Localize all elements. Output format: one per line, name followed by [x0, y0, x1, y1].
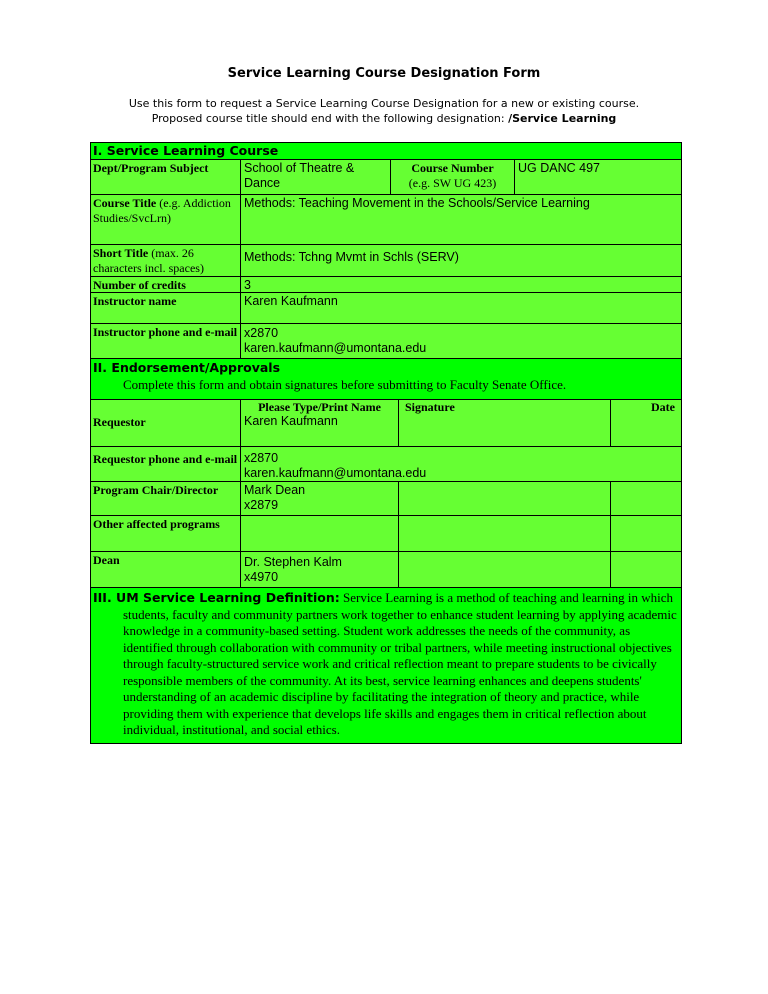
designation-form — [90, 142, 682, 744]
other-programs-signature-cell[interactable] — [399, 516, 611, 552]
dean-name: Dr. Stephen Kalm — [244, 555, 342, 569]
section-2-header — [91, 358, 681, 400]
dept-label-cell — [91, 160, 241, 195]
requestor-contact-label-cell — [91, 447, 241, 482]
chair-phone: x2879 — [244, 498, 279, 512]
chair-date-cell[interactable] — [611, 482, 681, 516]
course-title-field[interactable]: Methods: Teaching Movement in the Schools/Service Learning — [241, 195, 681, 245]
instructor-contact-label: Instructor phone and e-mail — [93, 325, 238, 339]
dean-label: Dean — [93, 553, 120, 567]
service-learning-definition — [93, 590, 677, 739]
requestor-label-cell — [91, 400, 241, 447]
dean-phone: x4970 — [244, 570, 279, 584]
chair-label-cell — [91, 482, 241, 516]
instructor-phone: x2870 — [244, 326, 279, 340]
definition-text: Service Learning is a method of teaching and learning in which students, faculty and community partners work together to enhance student learning by applying academic knowledge in a community-based setting. Student work addresses the needs of the community, as identified through collaboration with community or tribal partners, while meeting instructional objectives through faculty-structured service work and critical reflection meant to prepare students to be civically responsible members of the community. At its best, service learning enhances and deepens students' understanding of an academic discipline by facilitating the integration of theory and practice, while providing them with experience that develops life skills and engages them in critical reflection about individual, institutional, and social ethics. — [123, 590, 677, 737]
instructor-contact-label-cell — [91, 324, 241, 358]
chair-name-field[interactable] — [241, 482, 399, 516]
credits-label-cell — [91, 277, 241, 293]
instructor-contact-field[interactable] — [241, 324, 681, 358]
course-number-field[interactable]: UG DANC 497 — [515, 160, 681, 195]
other-programs-name-cell[interactable] — [241, 516, 399, 552]
dean-label-cell — [91, 552, 241, 588]
dean-date-cell[interactable] — [611, 552, 681, 588]
other-programs-label-cell — [91, 516, 241, 552]
col-signature-header: Signature — [405, 400, 455, 414]
other-programs-date-cell[interactable] — [611, 516, 681, 552]
instructor-label: Instructor name — [93, 294, 177, 308]
designation-suffix: /Service Learning — [508, 112, 617, 125]
intro-line-1: Use this form to request a Service Learning Course Designation for a new or existing course. — [128, 97, 640, 110]
course-number-example: (e.g. SW UG 423) — [408, 176, 497, 190]
section-2-heading: II. Endorsement/Approvals — [93, 360, 281, 375]
chair-name: Mark Dean — [244, 483, 306, 497]
short-title-label-cell — [91, 245, 241, 277]
short-title-field[interactable]: Methods: Tchng Mvmt in Schls (SERV) — [241, 245, 681, 277]
col-date-header: Date — [651, 400, 675, 414]
credits-field[interactable]: 3 — [241, 277, 681, 293]
dept-value-field[interactable]: School of Theatre & Dance — [241, 160, 391, 195]
requestor-name-field[interactable]: Karen Kaufmann — [244, 414, 338, 428]
instructor-name-field[interactable]: Karen Kaufmann — [241, 293, 681, 324]
intro-text — [0, 96, 768, 126]
requestor-name-cell — [241, 400, 399, 447]
requestor-label: Requestor — [93, 415, 146, 429]
form-title: Service Learning Course Designation Form — [227, 66, 541, 81]
credits-label: Number of credits — [93, 278, 186, 292]
chair-signature-cell[interactable] — [399, 482, 611, 516]
course-number-label: Course Number — [411, 161, 494, 175]
dean-name-field[interactable] — [241, 552, 399, 588]
course-title-label-cell — [91, 195, 241, 245]
other-programs-label: Other affected programs — [93, 517, 220, 531]
course-title-hint: (e.g. Addiction Studies/SvcLrn) — [93, 196, 231, 225]
requestor-contact-label: Requestor phone and e-mail — [93, 452, 238, 466]
requestor-contact-field[interactable] — [241, 447, 681, 482]
course-title-label: Course Title — [93, 196, 157, 210]
requestor-email: karen.kaufmann@umontana.edu — [244, 466, 427, 480]
dept-label: Dept/Program Subject — [93, 161, 209, 175]
requestor-phone: x2870 — [244, 451, 279, 465]
section-1-header — [91, 143, 681, 160]
intro-line-2-prefix: Proposed course title should end with the following designation: — [151, 112, 505, 125]
requestor-signature-cell[interactable] — [399, 400, 611, 447]
chair-label: Program Chair/Director — [93, 483, 219, 497]
section-1-heading: I. Service Learning Course — [93, 143, 279, 158]
course-number-label-cell — [391, 160, 515, 195]
intro-line-2 — [0, 111, 768, 126]
short-title-label: Short Title — [93, 246, 149, 260]
section-2-subheading: Complete this form and obtain signatures before submitting to Faculty Senate Office. — [123, 377, 567, 392]
section-3-heading: III. UM Service Learning Definition: — [93, 590, 340, 605]
instructor-label-cell — [91, 293, 241, 324]
short-title-hint: (max. 26 characters incl. spaces) — [93, 246, 204, 275]
instructor-email: karen.kaufmann@umontana.edu — [244, 341, 427, 355]
requestor-date-cell[interactable] — [611, 400, 681, 447]
dean-signature-cell[interactable] — [399, 552, 611, 588]
col-name-header: Please Type/Print Name — [258, 400, 381, 414]
